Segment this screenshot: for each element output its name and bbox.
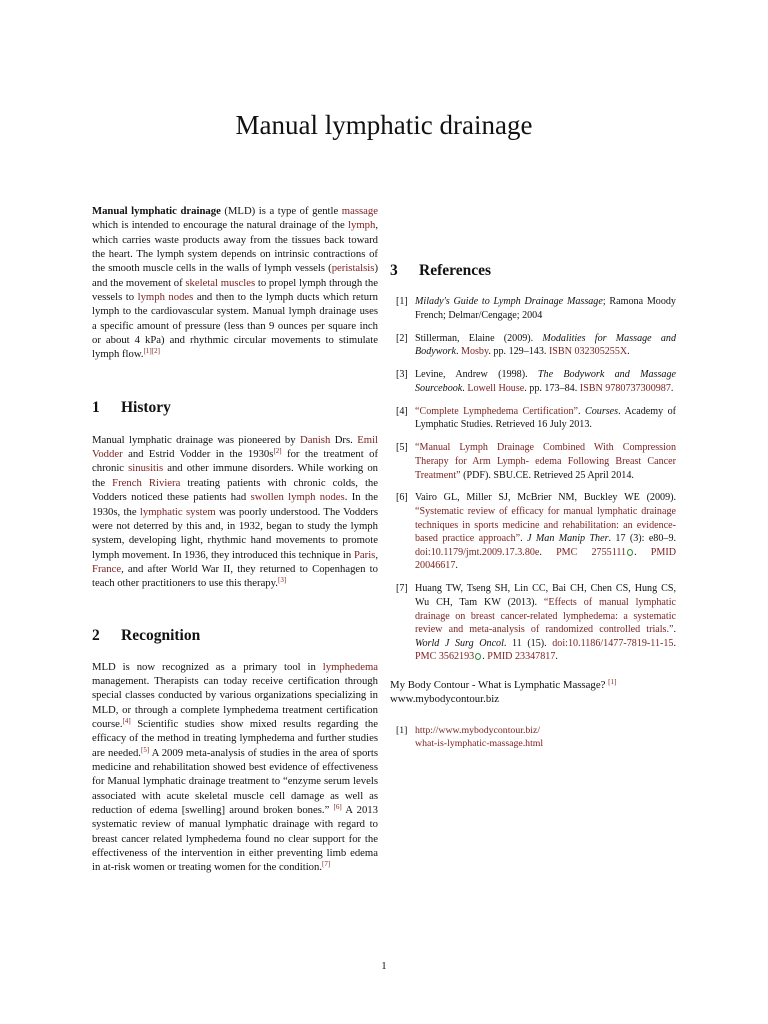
intro-paragraph: Manual lymphatic drainage (MLD) is a type of gentle massage which is intended to encourage the natural drainage of the lymph, which carries waste products away from the tissues back toward the heart. The lymph system depends on intrinsic contractions of the smooth muscle cells in the walls of lymph vessels (peristalsis) and the movement of skeletal muscles to propel lymph through the vessels to lymph nodes and then to the lymph ducts which return lymph to the cardiovascular system. Manual lymph drainage uses a specific amount of pressure (less than 9 ounces per square inch or about 4 kPa) and rhythmic circular movements to stimulate lymph flow.[1][2] [92, 205, 379, 361]
right-column [390, 204, 676, 750]
link-lowell-house[interactable]: Lowell House [467, 382, 525, 394]
reference-item: [4] “Complete Lymphedema Certification”. Courses. Academy of Lymphatic Studies. Retrieved 16 July 2013. [396, 405, 677, 431]
link-isbn[interactable]: ISBN 032305255X [548, 346, 628, 358]
link-reference-title[interactable]: “Manual Lymph Drainage Combined With Compression Therapy for Arm Lymph- edema Following Breast Cancer Treatment” [415, 442, 676, 481]
link-reference-title[interactable]: “Effects of manual lymphatic drainage on breast cancer-related lymphedema: a systematic review and meta-analysis of randomized controlled trials.” [415, 597, 676, 636]
citation-2[interactable]: [2] [273, 447, 282, 456]
link-french-riviera[interactable]: French Riviera [112, 476, 181, 489]
page-number: 1 [381, 960, 387, 972]
link-reference-title[interactable]: “Complete Lymphedema Certification” [415, 405, 579, 417]
link-france[interactable]: France [92, 562, 122, 575]
recognition-paragraph: MLD is now recognized as a primary tool in lymphedema management. Therapists can today receive certification through special classes conducted by various organizations specializing in MLD, or through a complete lymphedema treatment certification course.[4] Scientific studies show mixed results regarding the efficacy of the method in treating lymphedema and further studies are needed.[5] A 2009 meta-analysis of studies in the area of sports medicine and rehabilitation showed best evidence of effectiveness for Manual lymphatic drainage treatment to “enzyme serum levels associated with acute skeletal muscle cell damage as well as reduction of edema [swelling] around broken bones.” [6] A 2013 systematic review of manual lymphatic drainage with regard to breast cancer related lymphedema found no clear support for the effectiveness of the intervention in either preventing limb edema in at-risk women or treating women for the condition.[7] [92, 660, 378, 874]
link-skeletal-muscles[interactable]: skeletal muscles [185, 276, 256, 289]
reference-item: [1] Milady's Guide to Lymph Drainage Massage; Ramona Moody French; Delmar/Cengage; 2004 [396, 296, 676, 321]
section-heading-references: 3 References [390, 262, 492, 279]
link-lymph-nodes[interactable]: lymph nodes [137, 291, 194, 304]
citation-1[interactable]: [1] [143, 347, 152, 356]
intro-bold-term: Manual lymphatic drainage [92, 205, 221, 217]
reference-item: [2] Stillerman, Elaine (2009). Modalities for Massage and Bodywork. Mosby. pp. 129–143. ISBN 032305255X. [396, 332, 676, 358]
extra-source-note: My Body Contour - What is Lymphatic Massage? [1] www.mybodycontour.biz [390, 678, 617, 706]
link-danish[interactable]: Danish [300, 433, 331, 446]
link-pmid[interactable]: PMID 23347817 [487, 651, 556, 663]
link-lymph[interactable]: lymph [348, 219, 376, 232]
citation-5[interactable]: [5] [140, 745, 150, 754]
left-column [92, 204, 378, 875]
link-emil-vodder[interactable]: Emil Vodder [92, 433, 379, 461]
link-external-url[interactable]: http://www.mybodycontour.biz/ what-is-lymphatic-massage.html [415, 724, 544, 749]
open-access-icon [627, 549, 633, 556]
link-lymphedema[interactable]: lymphedema [322, 660, 378, 673]
link-doi[interactable]: doi:10.1179/jmt.2009.17.3.80e [415, 546, 540, 558]
link-peristalsis[interactable]: peristalsis [331, 262, 375, 275]
link-reference-title[interactable]: “Systematic review of efficacy for manual lymphatic drainage techniques in sports medicine and rehabilitation: an evidence-based practice approach” [415, 506, 676, 545]
citation-1[interactable]: [1] [608, 678, 617, 686]
link-sinusitis[interactable]: sinusitis [128, 462, 164, 475]
reference-item: [6] Vairo GL, Miller SJ, McBrier NM, Buckley WE (2009). “Systematic review of efficacy for manual lymphatic drainage techniques in sports medicine and rehabilitation: an evidence-based practice approach”. J Man Manip Ther. 17 (3): e80–9. doi:10.1179/jmt.2009.17.3.80e. PMC 2755111 . PMID 20046617. [396, 492, 677, 572]
link-isbn[interactable]: ISBN 9780737300987 [579, 382, 671, 394]
link-paris[interactable]: Paris [353, 548, 376, 561]
reference-item: [7] Huang TW, Tseng SH, Lin CC, Bai CH, Chen CS, Hung CS, Wu CH, Tam KW (2013). “Effects of manual lymphatic drainage on breast cancer-related lymphedema: a systematic review and meta-analysis of randomized controlled trials.”. World J Surg Oncol. 11 (15). doi:10.1186/1477-7819-11-15. PMC 3562193 . PMID 23347817. [396, 583, 676, 663]
page-title: Manual lymphatic drainage [235, 110, 533, 140]
citation-4[interactable]: [4] [122, 716, 131, 725]
link-pmc[interactable]: PMC 3562193 [415, 651, 475, 663]
open-access-icon [475, 653, 481, 660]
link-massage[interactable]: massage [341, 205, 379, 217]
link-pmc[interactable]: PMC 2755111 [556, 546, 627, 558]
link-lymphatic-system[interactable]: lymphatic system [139, 505, 216, 518]
section-heading-recognition: 2 Recognition [92, 626, 201, 644]
source-website: www.mybodycontour.biz [390, 693, 500, 706]
section-heading-history: 1 History [92, 398, 171, 416]
link-pmid[interactable]: PMID 20046617 [415, 546, 676, 572]
link-swollen-lymph-nodes[interactable]: swollen lymph nodes [250, 491, 345, 504]
reference-item: [5] “Manual Lymph Drainage Combined With Compression Therapy for Arm Lymph- edema Following Breast Cancer Treatment” (PDF). SBU.CE. Retrieved 25 April 2014. [396, 442, 676, 481]
history-paragraph: Manual lymphatic drainage was pioneered by Danish Drs. Emil Vodder and Estrid Vodder in the 1930s[2] for the treatment of chronic sinusitis and other immune disorders. While working on the French Riviera treating patients with chronic colds, the Vodders noticed these patients had swollen lymph nodes. In the 1930s, the lymphatic system was poorly understood. The Vodders were not deterred by this and, in 1932, began to study the lymph system, developing light, rhythmic hand movements to promote lymph movement. In 1936, they introduced this technique in Paris, France, and after World War II, they returned to Copenhagen to teach other practitioners to use this therapy.[3] [92, 433, 379, 590]
link-doi[interactable]: doi:10.1186/1477-7819-11-15 [552, 637, 674, 649]
extra-reference-item: [1] http://www.mybodycontour.biz/ what-is-lymphatic-massage.html [396, 724, 544, 749]
references-list [390, 295, 676, 664]
citation-3[interactable]: [3] [277, 576, 287, 585]
reference-item: [3] Levine, Andrew (1998). The Bodywork and Massage Sourcebook. Lowell House. pp. 173–84. ISBN 9780737300987. [396, 369, 676, 394]
link-mosby[interactable]: Mosby [460, 346, 489, 358]
citation-2[interactable]: [2] [151, 347, 160, 356]
citation-7[interactable]: [7] [322, 860, 331, 869]
citation-6[interactable]: [6] [333, 803, 342, 811]
